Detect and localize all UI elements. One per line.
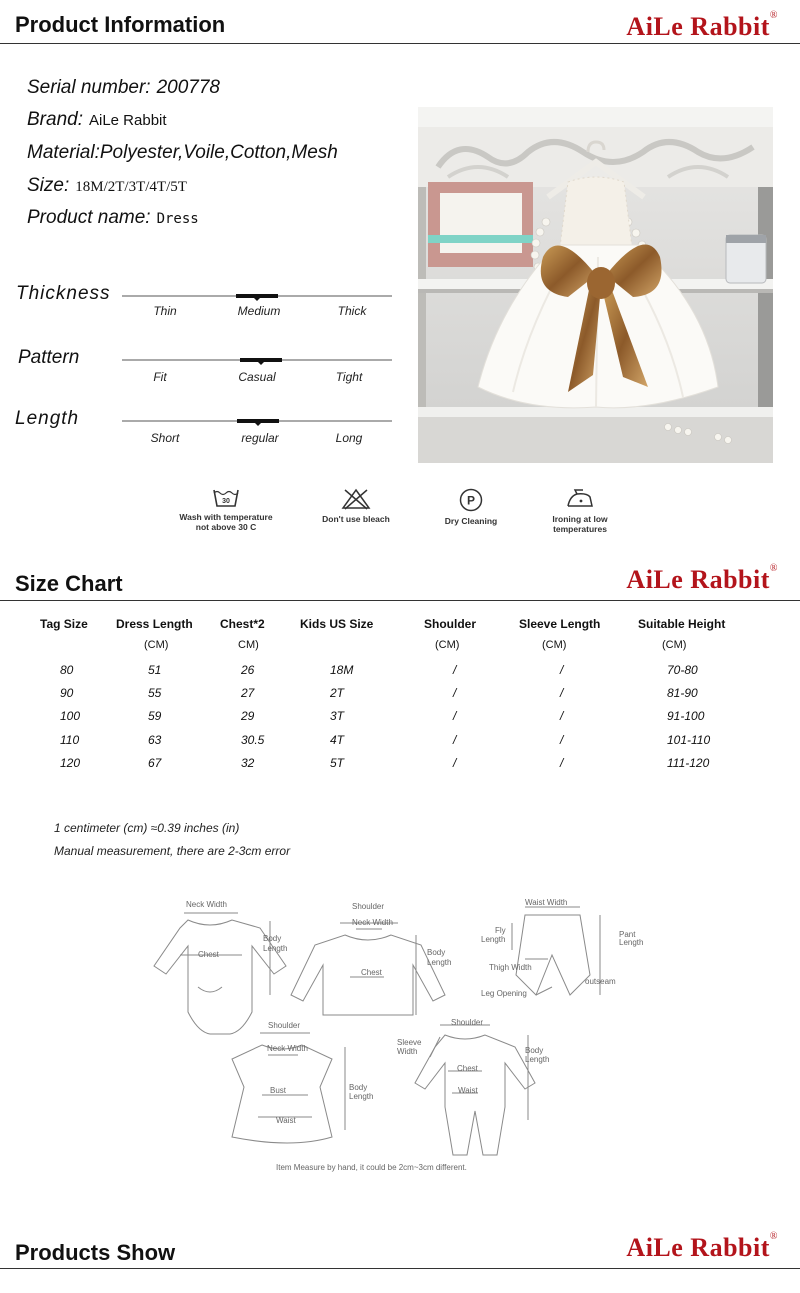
table-cell: / bbox=[453, 733, 457, 747]
table-cell: / bbox=[560, 733, 564, 747]
info-product-name: Product name: Dress bbox=[27, 207, 199, 228]
column-unit: CM) bbox=[238, 639, 259, 651]
table-cell: 2T bbox=[330, 686, 345, 700]
note-error: Manual measurement, there are 2-3cm error bbox=[54, 844, 291, 858]
column-unit: (CM) bbox=[144, 639, 169, 651]
column-header: Tag Size bbox=[40, 617, 88, 631]
divider bbox=[0, 1268, 800, 1269]
scale-label: Thin bbox=[153, 304, 177, 318]
svg-text:Neck Width: Neck Width bbox=[267, 1044, 308, 1053]
info-size: Size: 18M/2T/3T/4T/5T bbox=[27, 175, 187, 196]
table-cell: / bbox=[453, 686, 457, 700]
column-header: Shoulder bbox=[424, 617, 477, 631]
svg-text:Leg Opening: Leg Opening bbox=[481, 989, 527, 998]
table-cell: 63 bbox=[148, 733, 162, 747]
svg-text:Body: Body bbox=[427, 948, 446, 957]
info-serial: Serial number: 200778 bbox=[27, 77, 220, 98]
svg-text:Width: Width bbox=[397, 1047, 418, 1056]
scale-marker bbox=[236, 294, 278, 298]
svg-text:Chest: Chest bbox=[457, 1064, 478, 1073]
measurement-diagram bbox=[140, 895, 660, 1180]
table-cell: / bbox=[560, 686, 564, 700]
table-cell: 80 bbox=[60, 663, 74, 677]
svg-text:Shoulder: Shoulder bbox=[451, 1018, 484, 1027]
table-cell: / bbox=[560, 663, 564, 677]
care-iron: Ironing at low temperatures bbox=[515, 488, 645, 534]
svg-text:Pant: Pant bbox=[619, 930, 636, 939]
svg-text:Length: Length bbox=[427, 958, 452, 967]
table-cell: 51 bbox=[148, 663, 162, 677]
svg-text:outseam: outseam bbox=[585, 977, 616, 986]
scale-label: Thick bbox=[337, 304, 367, 318]
table-cell: 91-100 bbox=[667, 709, 705, 723]
product-photo bbox=[418, 107, 773, 463]
brand-logo: AiLe Rabbit® bbox=[626, 563, 778, 594]
table-cell: / bbox=[453, 663, 457, 677]
section-title-products-show: Products Show bbox=[15, 1240, 176, 1265]
scale-title: Pattern bbox=[18, 347, 80, 368]
dry-clean-icon bbox=[459, 488, 483, 512]
column-header: Suitable Height bbox=[638, 617, 726, 631]
table-cell: 67 bbox=[148, 756, 162, 770]
svg-text:Fly: Fly bbox=[495, 926, 506, 935]
svg-text:Length: Length bbox=[263, 944, 288, 953]
svg-text:Shoulder: Shoulder bbox=[352, 902, 385, 911]
scale-label: regular bbox=[241, 431, 279, 445]
scale-label: Casual bbox=[238, 370, 276, 384]
scale-label: Medium bbox=[237, 304, 281, 318]
table-cell: / bbox=[560, 709, 564, 723]
column-unit: (CM) bbox=[662, 639, 687, 651]
table-cell: 111-120 bbox=[667, 756, 710, 770]
column-header: Kids US Size bbox=[300, 617, 374, 631]
svg-text:Neck Width: Neck Width bbox=[186, 900, 227, 909]
care-bleach: Don't use bleach bbox=[291, 488, 421, 524]
svg-text:Body: Body bbox=[525, 1046, 544, 1055]
table-cell: 27 bbox=[241, 686, 255, 700]
care-dry-clean: P Dry Cleaning bbox=[406, 488, 536, 526]
table-cell: / bbox=[560, 756, 564, 770]
svg-text:Item Measure by hand, it could: Item Measure by hand, it could be 2cm~3cm different. bbox=[276, 1163, 467, 1172]
svg-text:Body: Body bbox=[349, 1083, 368, 1092]
table-cell: 90 bbox=[60, 686, 74, 700]
svg-text:Length: Length bbox=[481, 935, 506, 944]
scale-label: Short bbox=[150, 431, 180, 445]
column-header: Sleeve Length bbox=[519, 617, 601, 631]
table-cell: 5T bbox=[330, 756, 345, 770]
divider bbox=[0, 43, 800, 44]
column-header: Dress Length bbox=[116, 617, 193, 631]
svg-text:Chest: Chest bbox=[198, 950, 219, 959]
care-wash: 30 Wash with temperature not above 30 C bbox=[161, 488, 291, 532]
svg-text:Waist Width: Waist Width bbox=[525, 898, 568, 907]
divider bbox=[0, 600, 800, 601]
svg-text:Sleeve: Sleeve bbox=[397, 1038, 422, 1047]
table-cell: / bbox=[453, 756, 457, 770]
table-cell: 101-110 bbox=[667, 733, 711, 747]
table-cell: 4T bbox=[330, 733, 345, 747]
scale-label: Tight bbox=[335, 370, 363, 384]
svg-text:30: 30 bbox=[222, 498, 230, 505]
table-cell: 70-80 bbox=[667, 663, 698, 677]
table-cell: 3T bbox=[330, 709, 345, 723]
table-cell: 29 bbox=[241, 709, 255, 723]
svg-text:Waist: Waist bbox=[276, 1116, 296, 1125]
iron-low-icon bbox=[565, 488, 595, 510]
scale-label: Fit bbox=[153, 370, 167, 384]
scale-title: Length bbox=[15, 408, 80, 429]
svg-text:Length: Length bbox=[349, 1092, 374, 1101]
table-cell: 32 bbox=[241, 756, 255, 770]
wash-30-icon bbox=[213, 488, 239, 508]
info-material: Material:Polyester,Voile,Cotton,Mesh bbox=[27, 142, 338, 163]
scale-label: Long bbox=[335, 431, 363, 445]
table-cell: 59 bbox=[148, 709, 162, 723]
table-cell: 18M bbox=[330, 663, 354, 677]
column-unit: (CM) bbox=[542, 639, 567, 651]
section-title-size-chart: Size Chart bbox=[15, 571, 123, 596]
table-cell: 26 bbox=[241, 663, 255, 677]
svg-text:Length: Length bbox=[525, 1055, 550, 1064]
svg-text:Chest: Chest bbox=[361, 968, 382, 977]
scale-title: Thickness bbox=[16, 283, 111, 304]
svg-text:Thigh Width: Thigh Width bbox=[489, 963, 532, 972]
svg-text:Length: Length bbox=[619, 938, 644, 947]
svg-text:Bust: Bust bbox=[270, 1086, 287, 1095]
table-cell: 110 bbox=[60, 733, 80, 747]
svg-text:Body: Body bbox=[263, 934, 282, 943]
info-brand: Brand: AiLe Rabbit bbox=[27, 109, 167, 130]
table-cell: 30.5 bbox=[241, 733, 265, 747]
table-cell: / bbox=[453, 709, 457, 723]
section-title-product-information: Product Information bbox=[15, 12, 226, 37]
brand-logo: AiLe Rabbit® bbox=[626, 1231, 778, 1262]
brand-logo: AiLe Rabbit® bbox=[626, 10, 778, 41]
svg-text:Shoulder: Shoulder bbox=[268, 1021, 301, 1030]
column-unit: (CM) bbox=[435, 639, 460, 651]
no-bleach-icon bbox=[341, 488, 371, 510]
column-header: Chest*2 bbox=[220, 617, 265, 631]
svg-text:Waist: Waist bbox=[458, 1086, 478, 1095]
table-cell: 81-90 bbox=[667, 686, 698, 700]
svg-text:Neck Width: Neck Width bbox=[352, 918, 393, 927]
note-conversion: 1 centimeter (cm) ≈0.39 inches (in) bbox=[54, 821, 240, 835]
table-cell: 100 bbox=[60, 709, 81, 723]
svg-text:P: P bbox=[466, 493, 476, 508]
table-cell: 120 bbox=[60, 756, 81, 770]
table-cell: 55 bbox=[148, 686, 162, 700]
scale-marker bbox=[237, 419, 279, 423]
scale-marker bbox=[240, 358, 282, 362]
